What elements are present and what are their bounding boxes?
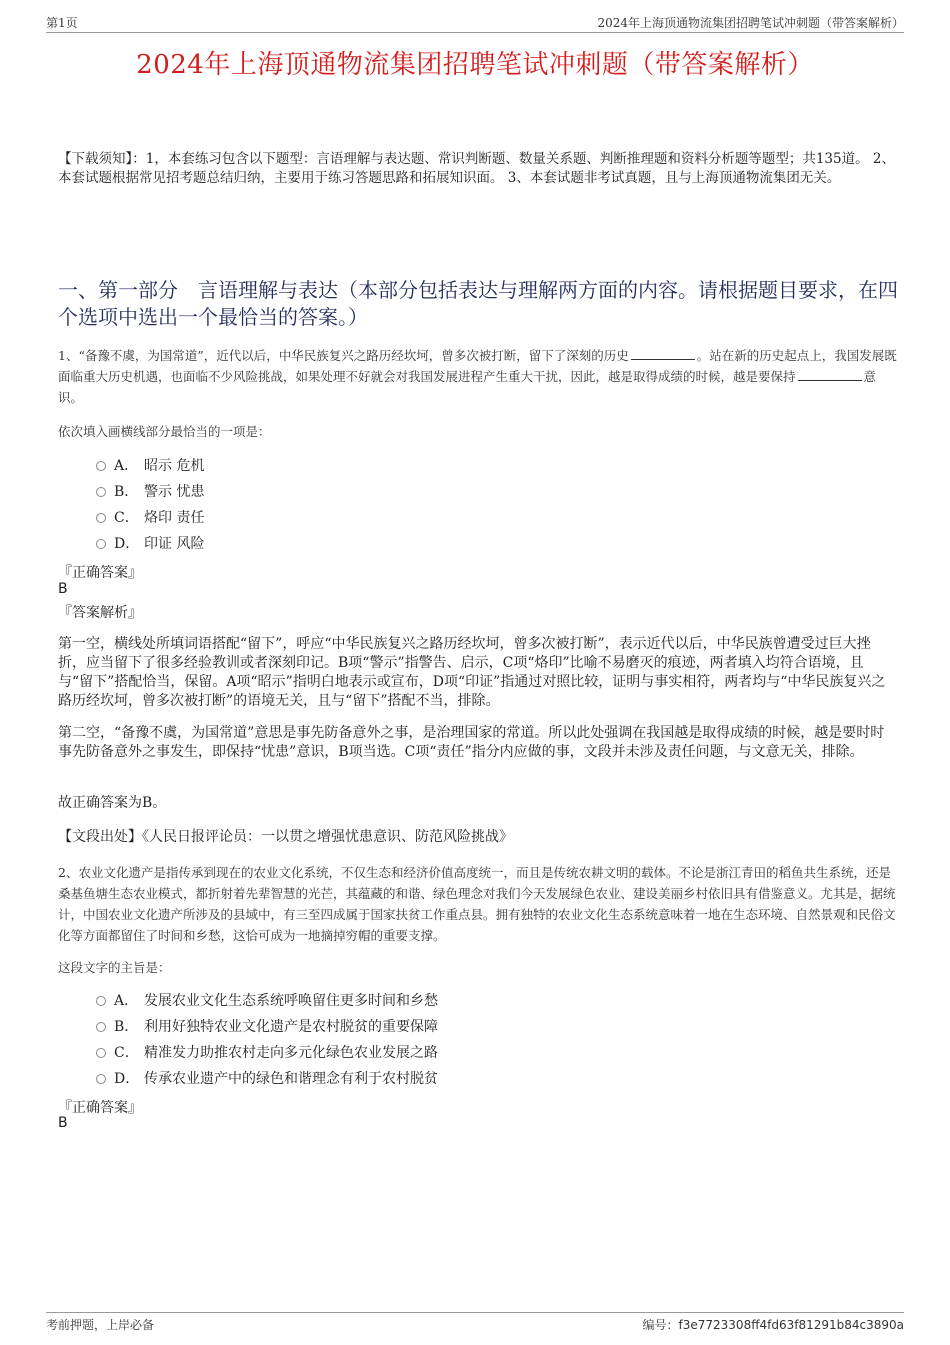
answer-blank-2: [798, 368, 862, 381]
page-number: 第1页: [46, 16, 78, 30]
option-d[interactable]: D． 印证 风险: [96, 534, 204, 554]
section-heading: 一、第一部分 言语理解与表达（本部分包括表达与理解两方面的内容。请根据题目要求，在四个选项中选出一个最恰当的答案。）: [58, 278, 898, 329]
footer-slogan: 考前押题，上岸必备: [46, 1318, 155, 1332]
option-b[interactable]: B． 利用好独特农业文化遗产是农村脱贫的重要保障: [96, 1017, 438, 1037]
analysis-conclusion: 故正确答案为B。: [58, 795, 167, 811]
radio-icon[interactable]: [96, 513, 106, 523]
option-c[interactable]: C． 精准发力助推农村走向多元化绿色农业发展之路: [96, 1043, 438, 1063]
question-1-text-part-a: 1、“备豫不虞，为国常道”，近代以后，中华民族复兴之路历经坎坷，曾多次被打断，留下了深刻的历史: [58, 348, 629, 363]
option-a[interactable]: A． 昭示 危机: [96, 456, 204, 476]
page-footer: [46, 1312, 904, 1333]
analysis-paragraph-1: 第一空，横线处所填词语搭配“留下”，呼应“中华民族复兴之路历经坎坷，曾多次被打断”，表示近代以后，中华民族曾遭受过巨大挫折，应当留下了很多经验教训或者深刻印记。B项“警示”指警告、启示，C项“烙印”比喻不易磨灭的痕迹，两者填入均符合语境，且与“留下”搭配恰当，保留。A项“昭示”指明白地表示或宣布，D项“印证”指通过对照比较，证明与事实相符，两者均与“中华民族复兴之路历经坎坷，曾多次被打断”的语境无关，且与“留下”搭配不当，排除。: [58, 636, 886, 709]
radio-icon[interactable]: [96, 1048, 106, 1058]
question-2-text: 2、农业文化遗产是指传承到现在的农业文化系统，不仅生态和经济价值高度统一，而且是传统农耕文明的载体。不论是浙江青田的稻鱼共生系统，还是桑基鱼塘生态农业模式，都折射着先辈智慧的光芒，其蕴藏的和谐、绿色理念对我们今天发展绿色农业、建设美丽乡村依旧具有借鉴意义。尤其是，据统计，中国农业文化遗产所涉及的县域中，有三至四成属于国家扶贫工作重点县。拥有独特的农业文化生态系统意味着一地在生态环境、自然景观和民俗文化等方面都留住了时间和乡愁，这恰可成为一地摘掉穷帽的重要支撑。: [58, 865, 896, 943]
question-1-text-part-b: 。站在新的历史起点上，我国发展既面临重大历史机遇，也面临不少风险挑战，如果处理不好就会对我国发展进程产生重大干扰，因此，越是取得成绩的时候，越是要保持: [58, 348, 897, 384]
source-citation: 【文段出处】《人民日报评论员：一以贯之增强忧患意识、防范风险挑战》: [58, 829, 513, 845]
download-notice: 【下载须知】：1，本套练习包含以下题型：言语理解与表达题、常识判断题、数量关系题、判断推理题和资料分析题等题型；共135道。 2、本套试题根据常见招考题总结归纳，主要用于练习答题思路和拓展知识面。 3、本套试题非考试真题，且与上海顶通物流集团无关。: [58, 151, 895, 186]
radio-icon[interactable]: [96, 1022, 106, 1032]
option-a[interactable]: A． 发展农业文化生态系统呼唤留住更多时间和乡愁: [96, 991, 438, 1011]
question-1-text-part-c: 意识。: [58, 369, 877, 405]
radio-icon[interactable]: [96, 487, 106, 497]
radio-icon[interactable]: [96, 1074, 106, 1084]
option-c[interactable]: C． 烙印 责任: [96, 508, 204, 528]
analysis-paragraph-2: 第二空，“备豫不虞，为国常道”意思是事先防备意外之事，是治理国家的常道。所以此处强调在我国越是取得成绩的时候，越是要时时事先防备意外之事发生，即保持“忧患”意识，B项当选。C项“责任”指分内应做的事，文段并未涉及责任问题，与文意无关，排除。: [58, 725, 885, 760]
question-1-text: [58, 345, 898, 408]
radio-icon[interactable]: [96, 996, 106, 1006]
analysis-label: 『答案解析』: [58, 605, 142, 621]
header-doc-title: 2024年上海顶通物流集团招聘笔试冲刺题（带答案解析）: [597, 16, 904, 30]
radio-icon[interactable]: [96, 539, 106, 549]
question-2-prompt: 这段文字的主旨是：: [58, 960, 171, 975]
radio-icon[interactable]: [96, 461, 106, 471]
correct-answer: B: [58, 1115, 68, 1131]
page-header: [46, 14, 904, 33]
question-1-prompt: 依次填入画横线部分最恰当的一项是：: [58, 424, 271, 439]
answer-blank-1: [631, 347, 695, 360]
document-id: 编号：f3e7723308ff4fd63f81291b84c3890a: [642, 1318, 904, 1332]
correct-answer-label: 『正确答案』: [58, 1100, 142, 1116]
option-b[interactable]: B． 警示 忧患: [96, 482, 204, 502]
correct-answer-label: 『正确答案』: [58, 565, 142, 581]
option-d[interactable]: D． 传承农业遗产中的绿色和谐理念有利于农村脱贫: [96, 1069, 438, 1089]
correct-answer: B: [58, 581, 68, 597]
page-title: 2024年上海顶通物流集团招聘笔试冲刺题（带答案解析）: [136, 50, 814, 80]
